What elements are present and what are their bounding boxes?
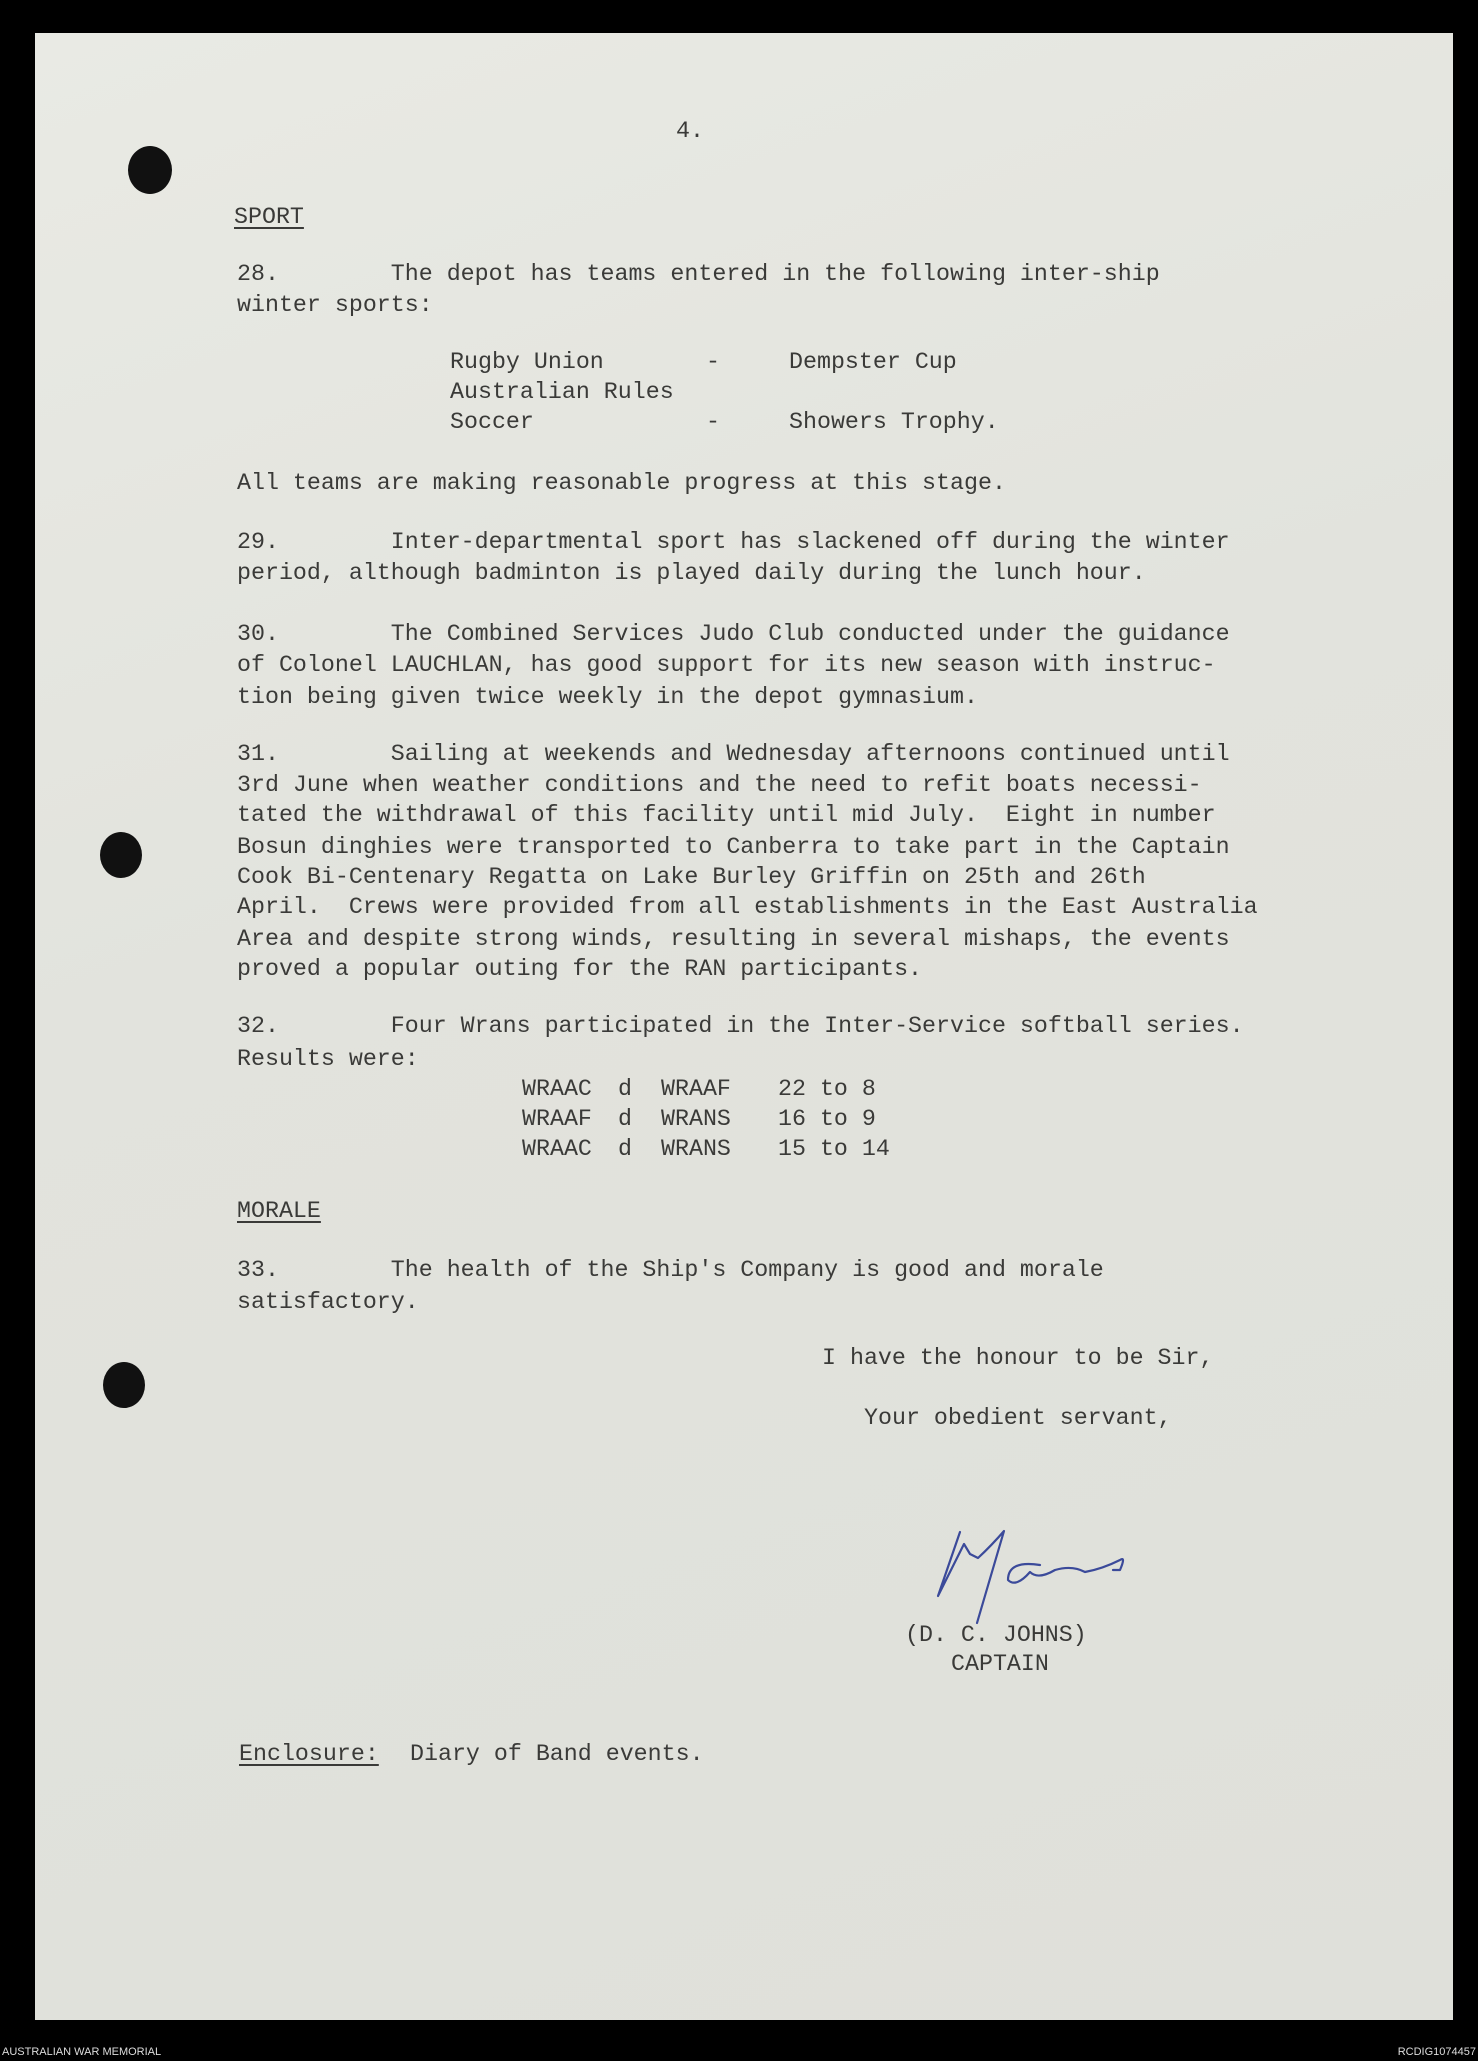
paragraph-line: satisfactory. <box>237 1289 419 1315</box>
sport-trophy: Showers Trophy. <box>789 409 999 435</box>
paragraph-line: period, although badminton is played daily during the lunch hour. <box>237 560 1146 586</box>
paragraph-line: proved a popular outing for the RAN participants. <box>237 956 923 982</box>
sport-trophy: Dempster Cup <box>789 349 957 375</box>
result-d: d <box>618 1076 632 1102</box>
paragraph-line: of Colonel LAUCHLAN, has good support for its new season with instruc- <box>237 652 1216 678</box>
result-winner: WRAAC <box>522 1136 592 1162</box>
paragraph-line: April. Crews were provided from all establishments in the East Australia <box>237 894 1258 920</box>
result-d: d <box>618 1136 632 1162</box>
paragraph-line: Area and despite strong winds, resulting in several mishaps, the events <box>237 926 1230 952</box>
page-number: 4. <box>676 118 704 144</box>
result-loser: WRANS <box>661 1106 731 1132</box>
paragraph-line: 33. The health of the Ship's Company is good and morale <box>237 1257 1104 1283</box>
punch-hole <box>128 146 172 194</box>
paragraph-line: Cook Bi-Centenary Regatta on Lake Burley Griffin on 25th and 26th <box>237 864 1146 890</box>
signatory-rank: CAPTAIN <box>951 1651 1049 1677</box>
section-heading-morale: MORALE <box>237 1198 321 1224</box>
footer-record-id: RCDIG1074457 <box>1397 2046 1476 2058</box>
punch-hole <box>100 832 142 878</box>
closing-line: Your obedient servant, <box>864 1405 1172 1431</box>
result-winner: WRAAC <box>522 1076 592 1102</box>
paragraph-line: 3rd June when weather conditions and the need to refit boats necessi- <box>237 772 1202 798</box>
result-score: 22 to 8 <box>778 1076 876 1102</box>
result-d: d <box>618 1106 632 1132</box>
paragraph-line: All teams are making reasonable progress at this stage. <box>237 470 1006 496</box>
sport-name: Australian Rules <box>450 379 674 405</box>
result-score: 16 to 9 <box>778 1106 876 1132</box>
paragraph-line: Results were: <box>237 1046 419 1072</box>
paragraph-line: tion being given twice weekly in the depot gymnasium. <box>237 684 978 710</box>
sport-name: Soccer <box>450 409 534 435</box>
result-loser: WRAAF <box>661 1076 731 1102</box>
result-winner: WRAAF <box>522 1106 592 1132</box>
section-heading-sport: SPORT <box>234 204 304 230</box>
enclosure-text: Diary of Band events. <box>410 1741 704 1767</box>
paragraph-line: tated the withdrawal of this facility until mid July. Eight in number <box>237 802 1216 828</box>
paragraph-line: 31. Sailing at weekends and Wednesday afternoons continued until <box>237 741 1230 767</box>
enclosure-label: Enclosure: <box>239 1741 379 1767</box>
closing-line: I have the honour to be Sir, <box>822 1345 1214 1371</box>
paragraph-line: 32. Four Wrans participated in the Inter-Service softball series. <box>237 1013 1244 1039</box>
paragraph-line: 30. The Combined Services Judo Club conducted under the guidance <box>237 621 1230 647</box>
footer-archive-name: AUSTRALIAN WAR MEMORIAL <box>2 2046 162 2058</box>
paragraph-line: 29. Inter-departmental sport has slackened off during the winter <box>237 529 1230 555</box>
sport-dash: - <box>706 409 720 435</box>
signatory-name: (D. C. JOHNS) <box>905 1622 1087 1648</box>
sport-dash: - <box>706 349 720 375</box>
result-loser: WRANS <box>661 1136 731 1162</box>
punch-hole <box>103 1362 145 1408</box>
paragraph-line: 28. The depot has teams entered in the following inter-ship <box>237 261 1160 287</box>
paragraph-line: winter sports: <box>237 292 433 318</box>
paragraph-line: Bosun dinghies were transported to Canberra to take part in the Captain <box>237 834 1230 860</box>
result-score: 15 to 14 <box>778 1136 890 1162</box>
sport-name: Rugby Union <box>450 349 604 375</box>
